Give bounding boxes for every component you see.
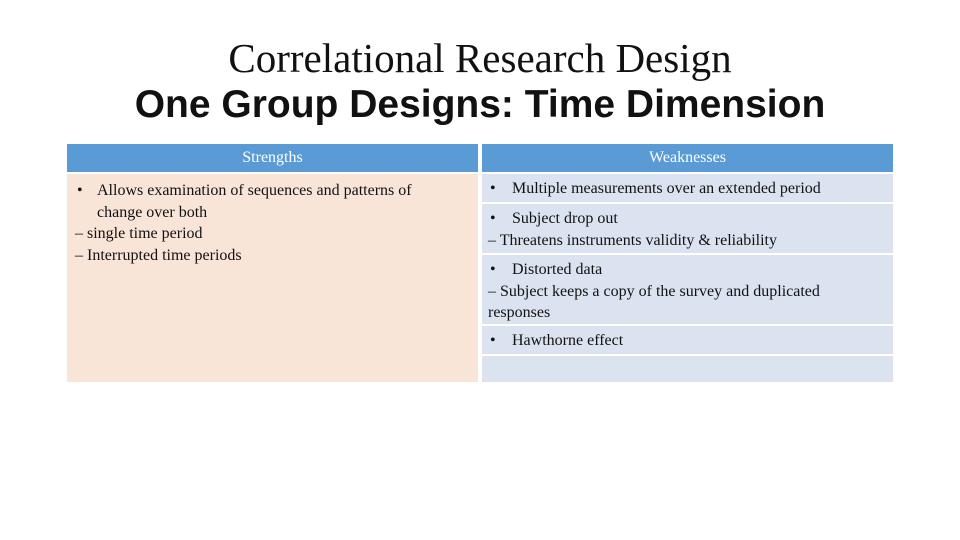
weakness-row xyxy=(482,204,893,253)
strengths-cell xyxy=(67,174,478,382)
strength-sub-item: – single time period xyxy=(75,225,203,242)
bullet-icon: • xyxy=(77,182,83,199)
weakness-sub-item-cont: responses xyxy=(488,304,551,321)
weakness-sub-item: – Threatens instruments validity & reliability xyxy=(488,231,777,249)
bullet-icon: • xyxy=(490,261,496,278)
bullet-icon: • xyxy=(490,210,496,227)
weakness-text: Subject drop out xyxy=(512,210,618,227)
bullet-icon: • xyxy=(490,180,496,197)
weakness-row-empty xyxy=(482,356,893,382)
strength-text: Allows examination of sequences and patterns of xyxy=(97,182,412,199)
strengths-header: Strengths xyxy=(67,144,478,172)
weakness-text: Distorted data xyxy=(512,261,603,278)
weakness-row xyxy=(482,174,893,202)
weakness-text: Hawthorne effect xyxy=(512,332,624,349)
weakness-sub-item: – Subject keeps a copy of the survey and duplicated xyxy=(488,282,820,300)
strength-bullet xyxy=(75,180,470,202)
weakness-row xyxy=(482,326,893,354)
bullet-icon: • xyxy=(490,332,496,349)
slide-title: Correlational Research Design xyxy=(228,35,732,81)
weakness-text: Multiple measurements over an extended period xyxy=(512,180,821,197)
strength-text-cont: change over both xyxy=(97,203,208,221)
slide-subtitle: One Group Designs: Time Dimension xyxy=(134,83,826,126)
weakness-row xyxy=(482,255,893,324)
strength-sub-item: – Interrupted time periods xyxy=(75,246,242,264)
weaknesses-header: Weaknesses xyxy=(482,144,893,172)
